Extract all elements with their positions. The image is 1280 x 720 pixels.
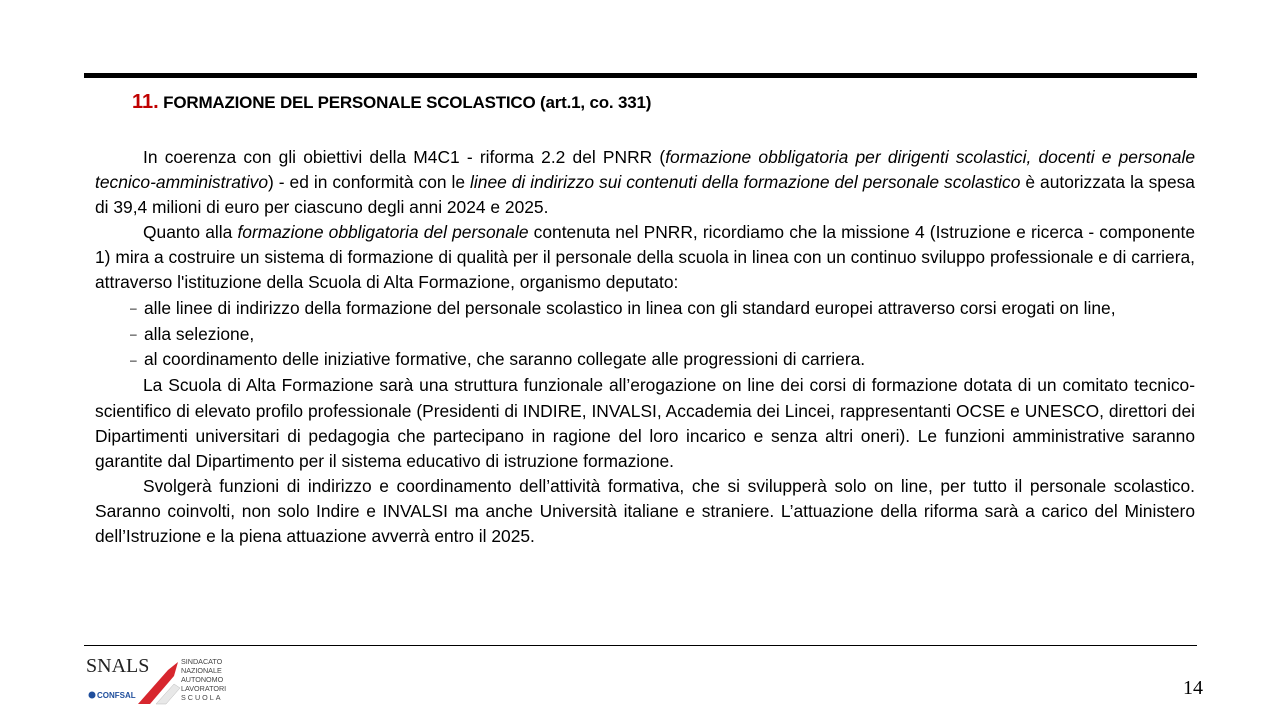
paragraph-2 (95, 220, 1195, 295)
paragraph-1-italic-2: linee di indirizzo sui contenuti della formazione del personale scolastico (470, 172, 1021, 193)
section-heading (132, 91, 651, 114)
logo-line-2: NAZIONALE (181, 666, 222, 675)
logo-line-5: SCUOLA (181, 693, 223, 702)
paragraph-1-text-1: In coerenza con gli obiettivi della M4C1 - riforma 2.2 del PNRR ( (143, 147, 666, 167)
confsal-globe-icon (89, 692, 96, 699)
snals-wordmark: SNALS (86, 655, 150, 677)
paragraph-3: La Scuola di Alta Formazione sarà una struttura funzionale all’erogazione on line dei corsi di formazione dotata di un comitato tecnico-scientifico di elevato profilo professionale (Presidenti di INDIRE, INVALSI, Accademia dei Lincei, rappresentanti OCSE e UNESCO, direttori dei Dipartimenti universitari di pedagogia che partecipano in ragione del loro incarico e senza altri oneri). Le funzioni amministrative saranno garantite dal Dipartimento per il sistema educativo di istruzione formazione. (95, 375, 1195, 471)
paragraph-1-text-3: è autorizzata la spesa di 39,4 milioni di euro per ciascuno degli anni 2024 e 2025. (95, 172, 1195, 218)
page-number: 14 (1183, 677, 1203, 699)
section-title: FORMAZIONE DEL PERSONALE SCOLASTICO (art.1, co. 331) (163, 93, 652, 112)
confsal-wordmark: CONFSAL (97, 691, 136, 700)
logo-line-3: AUTONOMO (181, 675, 224, 684)
bullet-item (130, 296, 1195, 322)
top-rule (84, 73, 1197, 78)
bullet-list (95, 296, 1195, 374)
paragraph-4: Svolgerà funzioni di indirizzo e coordinamento dell’attività formativa, che si svilupperà solo on line, per tutto il personale scolastico. Saranno coinvolti, non solo Indire e INVALSI ma anche Università italiane e straniere. L’attuazione della riforma sarà a carico del Ministero dell’Istruzione e la piena attuazione avverrà entro il 2025. (95, 475, 1195, 546)
paragraph-2-text-1: Quanto alla (143, 222, 238, 243)
logo-line-4: LAVORATORI (181, 684, 227, 693)
body-text (95, 145, 1195, 549)
bullet-dash: – (130, 301, 137, 316)
section-number: 11. (132, 91, 159, 113)
bullet-dash: – (130, 353, 137, 368)
bullet-text: al coordinamento delle iniziative formative, che saranno collegate alle progressioni di carriera. (144, 349, 866, 370)
paragraph-2-italic-1: formazione obbligatoria del personale (237, 222, 529, 243)
bullet-item (130, 322, 1195, 348)
logo-line-1: SINDACATO (181, 657, 223, 666)
snals-logo (86, 654, 246, 706)
paragraph-1-text-2: ) - ed in conformità con le (268, 172, 471, 193)
bullet-item (130, 347, 1195, 373)
paragraph-1 (95, 145, 1195, 220)
paragraph-2-text-2: contenuta nel PNRR, ricordiamo che la missione 4 (Istruzione e ricerca - componente 1) mira a costruire un sistema di formazione di qualità per il personale della scuola in linea con un continuo sviluppo professionale e di carriera, attraverso l'istituzione della Scuola di Alta Formazione, organismo deputato: (95, 222, 1196, 293)
bottom-rule (84, 645, 1197, 646)
bullet-text: alle linee di indirizzo della formazione del personale scolastico in linea con gli standard europei attraverso corsi erogati on line, (144, 297, 1116, 318)
bullet-dash: – (130, 327, 137, 342)
paragraph-1-italic-1: formazione obbligatoria per dirigenti scolastici, docenti e personale tecnico-amministrativo (95, 147, 1195, 193)
bullet-text: alla selezione, (144, 323, 255, 344)
